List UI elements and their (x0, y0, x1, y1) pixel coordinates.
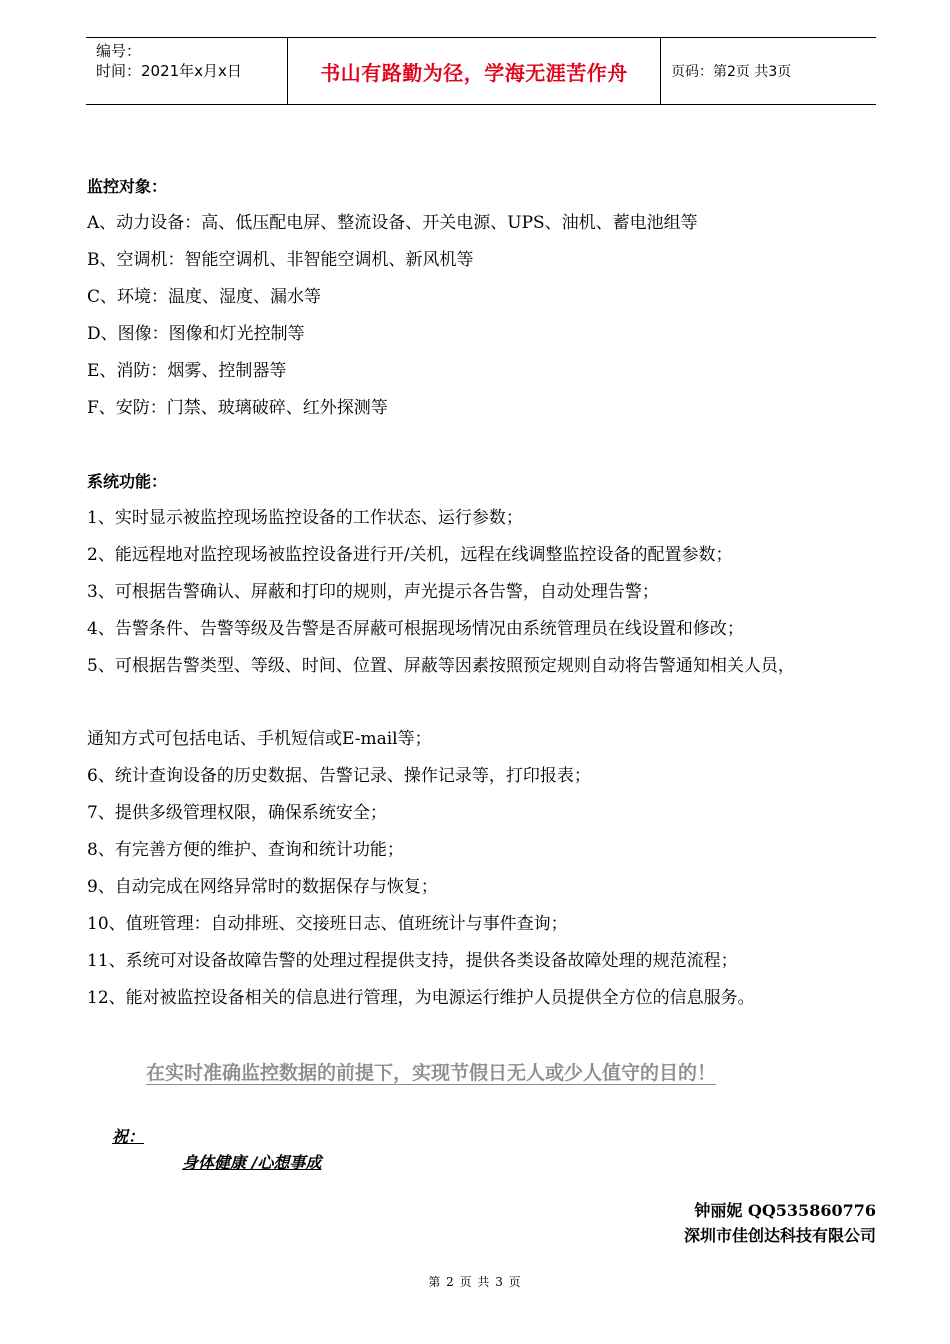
function-item: 1、实时显示被监控现场监控设备的工作状态、运行参数； (87, 508, 523, 528)
function-item: 8、有完善方便的维护、查询和统计功能； (87, 840, 404, 860)
header-table (86, 37, 876, 105)
function-item: 9、自动完成在网络异常时的数据保存与恢复； (87, 877, 438, 897)
time-label: 时间：2021年x月x日 (96, 62, 242, 80)
function-item: 12、能对被监控设备相关的信息进行管理，为电源运行维护人员提供全方位的信息服务。 (87, 988, 755, 1008)
page-footer: 第 2 页 共 3 页 (428, 1275, 522, 1289)
wish-blessing: 身体健康 /心想事成 (182, 1153, 322, 1172)
header-meta-cell (86, 38, 288, 104)
function-item: 6、统计查询设备的历史数据、告警记录、操作记录等，打印报表； (87, 766, 591, 786)
monitor-section-title: 监控对象： (87, 177, 168, 196)
header-motto-cell (288, 38, 661, 104)
page-info: 页码：第2页 共3页 (671, 64, 792, 80)
serial-label: 编号： (96, 42, 142, 60)
wish-greeting: 祝： (112, 1127, 145, 1146)
monitor-item: A、动力设备：高、低压配电屏、整流设备、开关电源、UPS、油机、蓄电池组等 (87, 213, 698, 233)
function-item: 通知方式可包括电话、手机短信或E-mail等； (87, 729, 432, 749)
motto-text: 书山有路勤为径，学海无涯苦作舟 (320, 60, 628, 85)
monitor-item: D、图像：图像和灯光控制等 (87, 324, 305, 344)
monitor-item: E、消防：烟雾、控制器等 (87, 361, 287, 381)
signature-company: 深圳市佳创达科技有限公司 (683, 1226, 876, 1245)
function-section-title: 系统功能： (87, 472, 168, 491)
function-item: 4、告警条件、告警等级及告警是否屏蔽可根据现场情况由系统管理员在线设置和修改； (87, 619, 744, 639)
function-item: 3、可根据告警确认、屏蔽和打印的规则，声光提示各告警，自动处理告警； (87, 582, 659, 602)
spacer (87, 685, 897, 721)
function-item: 2、能远程地对监控现场被监控设备进行开/关机，远程在线调整监控设备的配置参数； (87, 545, 733, 565)
header-page-cell (661, 38, 876, 104)
monitor-item: F、安防：门禁、玻璃破碎、红外探测等 (87, 398, 388, 418)
monitor-item: B、空调机：智能空调机、非智能空调机、新风机等 (87, 250, 474, 270)
monitor-item: C、环境：温度、湿度、漏水等 (87, 287, 322, 307)
document-body (87, 168, 897, 1017)
spacer (87, 427, 897, 463)
function-item: 7、提供多级管理权限，确保系统安全； (87, 803, 387, 823)
slogan-text: 在实时准确监控数据的前提下，实现节假日无人或少人值守的目的！ (146, 1062, 717, 1084)
function-item: 10、值班管理：自动排班、交接班日志、值班统计与事件查询； (87, 914, 568, 934)
function-item: 11、系统可对设备故障告警的处理过程提供支持，提供各类设备故障处理的规范流程； (87, 951, 738, 971)
signature-name: 钟丽妮 QQ535860776 (694, 1201, 876, 1220)
function-item: 5、可根据告警类型、等级、时间、位置、屏蔽等因素按照预定规则自动将告警通知相关人员， (87, 656, 795, 676)
